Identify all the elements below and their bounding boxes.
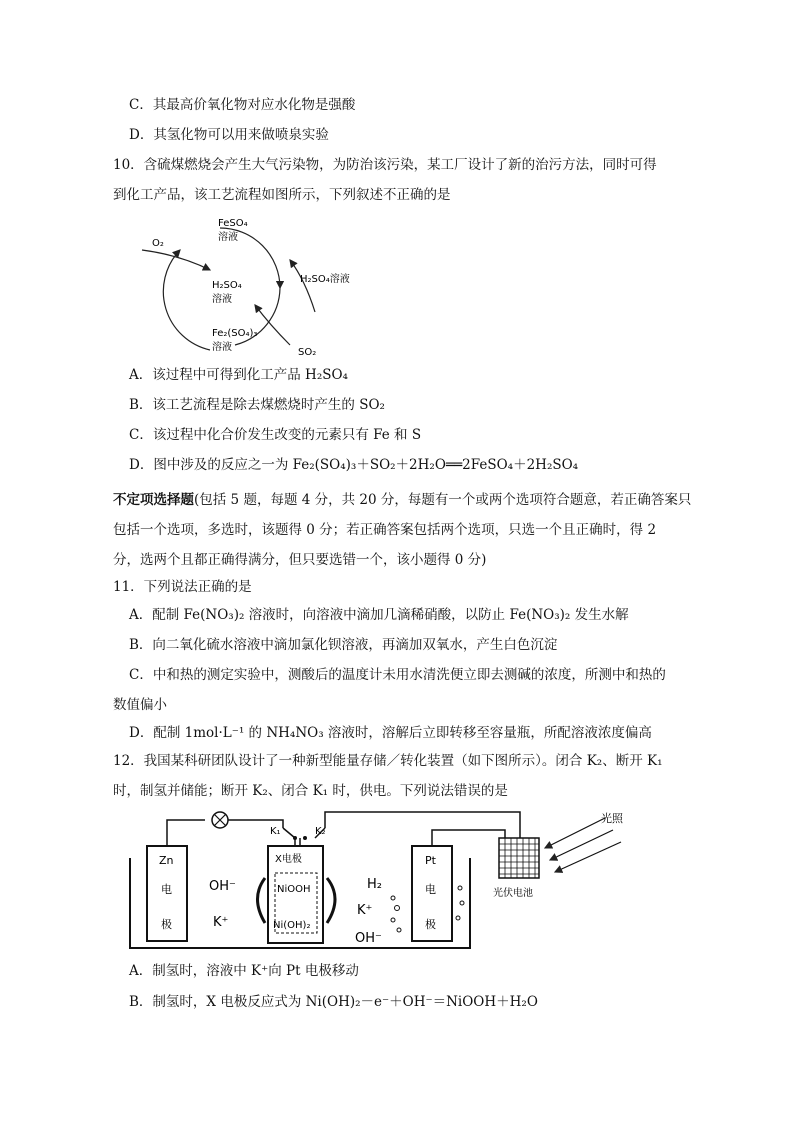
pv-label: 光伏电池	[493, 888, 533, 899]
wire-zn	[167, 820, 205, 846]
switch-k1	[283, 828, 295, 838]
cycle-arc-left	[163, 250, 210, 350]
q11-option-a: A．配制 Fe(NO₃)₂ 溶液时，向溶液中滴加几滴稀硝酸，以防止 Fe(NO₃)₂ 发生水解	[129, 607, 629, 623]
q11-option-b: B．向二氧化硫水溶液中滴加氯化钡溶液，再滴加双氧水，产生白色沉淀	[129, 637, 558, 653]
q9-option-c: C．其最高价氧化物对应水化物是强酸	[129, 97, 356, 113]
zn-electrode-char2: 极	[161, 918, 172, 931]
zn-electrode-char1: 电	[161, 883, 172, 896]
oh-ion-left: OH⁻	[209, 879, 236, 894]
pt-label: Pt	[425, 854, 436, 867]
q10-option-b: B．该工艺流程是除去煤燃烧时产生的 SO₂	[129, 397, 385, 413]
q12-option-b: B．制氢时，X 电极反应式为 Ni(OH)₂－e⁻＋OH⁻＝NiOOH＋H₂O	[129, 994, 538, 1010]
light-ray-2	[550, 830, 613, 860]
feso4-solution: 溶液	[218, 232, 238, 243]
k1-label: K₁	[270, 826, 281, 837]
q10-option-c: C．该过程中化合价发生改变的元素只有 Fe 和 S	[129, 427, 422, 443]
q10-stem-line1: 10．含硫煤燃烧会产生大气污染物，为防治该污染，某工厂设计了新的治污方法，同时可得	[113, 157, 657, 173]
h2so4-solution: 溶液	[212, 294, 232, 305]
niooh-label: NiOOH	[277, 884, 311, 895]
reaction-arrow-right	[327, 878, 335, 923]
x-electrode-label: X电极	[275, 854, 302, 865]
q10-option-a: A．该过程中可得到化工产品 H₂SO₄	[129, 367, 348, 383]
wire-k2	[325, 812, 520, 838]
nioh2-label: Ni(OH)₂	[273, 920, 311, 931]
q11-option-c-line1: C．中和热的测定实验中，测酸后的温度计未用水清洗便立即去测碱的浓度，所测中和热的	[129, 667, 666, 683]
q10-flow-diagram	[140, 210, 380, 365]
light-label: 光照	[601, 812, 623, 825]
h2-gas: H₂	[367, 877, 382, 892]
wire-pt	[432, 830, 505, 846]
fe2so43-formula: Fe₂(SO₄)₃	[212, 328, 258, 339]
oh-ion-right: OH⁻	[355, 931, 382, 946]
o2-label: O₂	[152, 238, 164, 249]
fe2so43-solution: 溶液	[212, 342, 232, 353]
q11-stem: 11．下列说法正确的是	[113, 579, 252, 595]
section-header	[113, 491, 691, 509]
section-text-3: 分，选两个且都正确得满分，但只要选错一个，该小题得 0 分)	[113, 552, 487, 568]
h2so4-out-arrow	[290, 260, 315, 312]
h2so4-formula: H₂SO₄	[212, 280, 242, 291]
section-text-2: 包括一个选项，多选时，该题得 0 分；若正确答案包括两个选项，只选一个且正确时，得 2	[113, 522, 657, 538]
q12-stem-line2: 时，制氢并储能；断开 K₂、闭合 K₁ 时，供电。下列说法错误的是	[113, 783, 508, 799]
q10-option-d: D．图中涉及的反应之一为 Fe₂(SO₄)₃＋SO₂＋2H₂O══2FeSO₄＋2H₂SO₄	[129, 457, 579, 473]
q12-option-a: A．制氢时，溶液中 K⁺向 Pt 电极移动	[129, 963, 359, 979]
section-title: 不定项选择题	[113, 492, 194, 508]
light-ray-3	[555, 842, 621, 872]
o2-arrow	[142, 250, 210, 270]
zn-label: Zn	[159, 854, 174, 867]
q11-option-c-line2: 数值偏小	[113, 697, 167, 713]
pt-electrode-char1: 电	[425, 883, 436, 896]
reaction-arrow-left	[258, 878, 266, 923]
q9-option-d: D．其氢化物可以用来做喷泉实验	[129, 127, 329, 143]
pt-electrode-char2: 极	[425, 918, 436, 931]
so2-arrow	[255, 305, 290, 345]
feso4-formula: FeSO₄	[218, 218, 248, 229]
so2-label: SO₂	[298, 347, 317, 358]
k2-label: K₂	[315, 826, 326, 837]
h2so4-output: H₂SO₄溶液	[300, 274, 350, 285]
k-ion-left: K⁺	[213, 915, 229, 930]
k-ion-right: K⁺	[357, 903, 373, 918]
q12-device-diagram	[125, 808, 635, 958]
light-ray-1	[545, 818, 605, 848]
q10-stem-line2: 到化工产品，该工艺流程如图所示，下列叙述不正确的是	[113, 187, 451, 203]
section-text-1: (包括 5 题，每题 4 分，共 20 分，每题有一个或两个选项符合题意，若正确答案只	[194, 492, 692, 508]
q11-option-d: D．配制 1mol·L⁻¹ 的 NH₄NO₃ 溶液时，溶解后立即转移至容量瓶，所配溶液浓度偏高	[129, 725, 652, 741]
q12-stem-line1: 12．我国某科研团队设计了一种新型能量存储／转化装置（如下图所示）。闭合 K₂、断开 K₁	[113, 753, 663, 769]
